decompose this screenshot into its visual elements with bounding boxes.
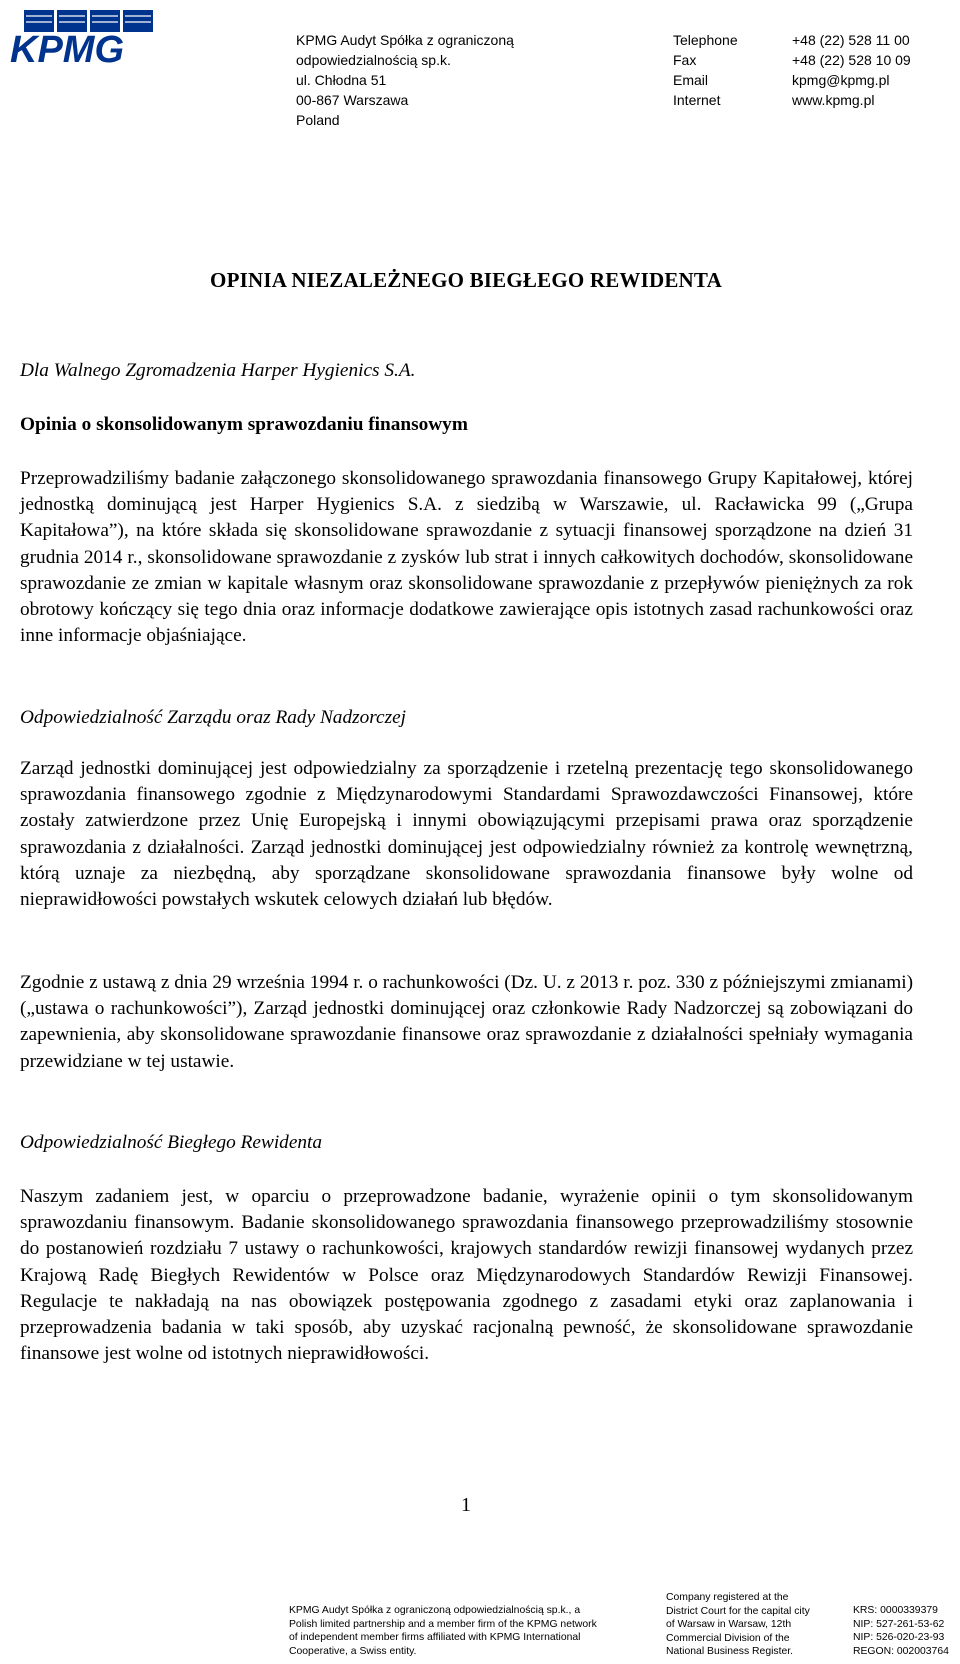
contact-value: www.kpmg.pl [792,92,875,108]
paragraph-audit-scope [20,466,913,649]
paragraph-management-responsibility [20,756,913,913]
footer-line: of independent member firms affiliated with KPMG International [289,1632,581,1643]
footer-line: KPMG Audyt Spółka z ograniczoną odpowiedzialnością sp.k., a [289,1605,581,1616]
firm-address-line: odpowiedzialnością sp.k. [296,52,451,68]
section-heading-management-responsibility: Odpowiedzialność Zarządu oraz Rady Nadzorczej [20,707,406,728]
footer-line: of Warsaw in Warsaw, 12th [666,1619,792,1630]
firm-address-line: KPMG Audyt Spółka z ograniczoną [296,32,514,48]
contact-block [673,30,911,110]
footer-line: Company registered at the [666,1592,789,1603]
contact-value: +48 (22) 528 10 09 [792,52,911,68]
footer-line: NIP: 526-020-23-93 [853,1632,945,1643]
footer-registration [666,1591,846,1659]
contact-value: +48 (22) 528 11 00 [792,32,910,48]
paragraph-text: Przeprowadziliśmy badanie załączonego skonsolidowanego sprawozdania finansowego Grupy Kapitałowej, której jednostką dominującą jest Harper Hygienics S.A. z siedzibą w Warszawie, ul. Racławicka 99 („Grupa Kapitałowa”), na które składa się skonsolidowane sprawozdanie z sytuacji finansowej sporządzone na dzień 31 grudnia 2014 r., skonsolidowane sprawozdanie z zysków lub strat i innych całkowitych dochodów, skonsolidowane sprawozdanie ze zmian w kapitale własnym oraz skonsolidowane sprawozdanie z przepływów pieniężnych za rok obrotowy kończący się tego dnia oraz informacje dodatkowe zawierające opis istotnych zasad rachunkowości oraz inne informacje objaśniające. [20,468,913,647]
page-number: 1 [461,1494,471,1516]
footer-line: District Court for the capital city [666,1605,810,1617]
footer-identifiers [853,1604,953,1658]
contact-label: Fax [673,52,697,68]
contact-label: Telephone [673,32,738,48]
kpmg-logo-text: KPMG [10,29,124,66]
firm-address [296,30,514,130]
contact-row-telephone [673,30,911,50]
paragraph-accounting-act [20,970,913,1075]
footer-line: NIP: 527-261-53-62 [853,1618,945,1630]
kpmg-logo [8,10,160,66]
footer-line: REGON: 002003764 [853,1645,949,1657]
contact-label: Email [673,72,709,88]
footer-line: National Business Register. [666,1646,794,1657]
firm-address-line: 00-867 Warszawa [296,92,409,108]
footer-line: Commercial Division of the [666,1632,790,1644]
addressee: Dla Walnego Zgromadzenia Harper Hygienics S.A. [20,360,416,381]
contact-row-fax [673,50,911,70]
paragraph-auditor-responsibility [20,1184,913,1367]
footer-line: Polish limited partnership and a member firm of the KPMG network [289,1618,597,1630]
footer-line: Cooperative, a Swiss entity. [289,1645,417,1657]
document-title: OPINIA NIEZALEŻNEGO BIEGŁEGO REWIDENTA [210,268,722,292]
contact-value: kpmg@kpmg.pl [792,72,890,88]
paragraph-text: Zarząd jednostki dominującej jest odpowiedzialny za sporządzenie i rzetelną prezentację tego skonsolidowanego sprawozdania finansowego zgodnie z Międzynarodowymi Standardami Sprawozdawczości Finansowej, które zostały zatwierdzone przez Unię Europejską i innymi obowiązującymi przepisami prawa oraz sporządzenie sprawozdania z działalności. Zarząd jednostki dominującej jest odpowiedzialny również za kontrolę wewnętrzną, którą uznaje za niezbędną, aby sporządzane skonsolidowane sprawozdania finansowe były wolne od nieprawidłowości powstałych wskutek celowych działań lub błędów. [20,758,913,911]
contact-label: Internet [673,92,721,108]
paragraph-text: Naszym zadaniem jest, w oparciu o przeprowadzone badanie, wyrażenie opinii o tym skonsolidowanym sprawozdaniu finansowym. Badanie skonsolidowanego sprawozdania finansowego przeprowadziliśmy stosownie do postanowień rozdziału 7 ustawy o rachunkowości, krajowych standardów rewizji finansowej wydanych przez Krajową Radę Biegłych Rewidentów w Polsce oraz Międzynarodowych Standardów Rewizji Finansowej. Regulacje te nakładają na nas obowiązek postępowania zgodnego z zasadami etyki oraz zaplanowania i przeprowadzenia badania w taki sposób, aby uzyskać racjonalną pewność, że skonsolidowane sprawozdanie finansowe jest wolne od istotnych nieprawidłowości. [20,1186,913,1365]
firm-address-line: Poland [296,112,340,128]
footer-line: KRS: 0000339379 [853,1605,938,1616]
contact-row-email [673,70,911,90]
section-heading-auditor-responsibility: Odpowiedzialność Biegłego Rewidenta [20,1132,323,1153]
opinion-heading: Opinia o skonsolidowanym sprawozdaniu finansowym [20,414,468,435]
paragraph-text: Zgodnie z ustawą z dnia 29 września 1994 r. o rachunkowości (Dz. U. z 2013 r. poz. 330 z późniejszymi zmianami) („ustawa o rachunkowości”), Zarząd jednostki dominującej oraz członkowie Rady Nadzorczej są zobowiązani do zapewnienia, aby skonsolidowane sprawozdanie finansowe oraz sprawozdanie z działalności spełniały wymagania przewidziane w tej ustawie. [20,972,913,1072]
firm-address-line: ul. Chłodna 51 [296,72,387,88]
footer-legal-entity [289,1604,649,1658]
contact-row-internet [673,90,911,110]
